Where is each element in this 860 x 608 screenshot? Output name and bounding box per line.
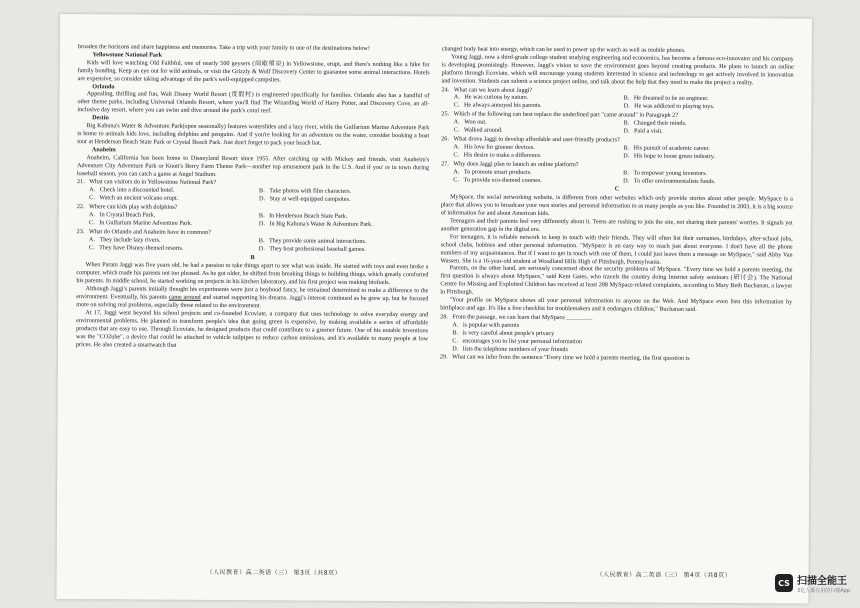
paragraph: changed body heat into energy, which can be used to power up the watch as well as mobile phones.	[441, 46, 686, 54]
destination-heading: Anaheim	[91, 146, 116, 154]
question-options	[440, 322, 792, 356]
option-a: A．His love for greener devices.	[453, 144, 535, 151]
underlined-phrase: came around	[168, 294, 201, 301]
paragraph	[76, 286, 428, 312]
question-stem: 27．Why does Jaggi plan to launch an online platform?	[441, 161, 579, 168]
option-b: B．They provide some animal interactions.	[258, 237, 367, 245]
text-run: Although Jaggi's parents initially thought his experiments were just a boyhood fancy, he remained determined to make a difference to the environment. Eventually, his parents	[76, 286, 429, 301]
page-footer-left: （人民教育）高二英语（三） 第3页（共8页）	[206, 568, 342, 577]
option-d: D．To offer environmentalists funds.	[623, 177, 716, 185]
question-stem: 29．What can we infer from the sentence "Every time we hold a parents meeting, the first question is	[439, 354, 690, 363]
option-d: D．His hope to boost green industry.	[623, 153, 716, 160]
option-b: B．Take photos with film characters.	[259, 188, 352, 196]
question-stem: 28．From the passage, we can learn that MySpace ________.	[440, 314, 593, 322]
section-label-c: C	[614, 186, 620, 193]
paragraph: For teenagers, it is reliable network to keep in touch with their friends. They will often list their surnames, birthdays, after-school jobs, school clubs, hobbies and other personal information. "MySpace is an easy way to reach just about everyone. I don't have all the phone numbers of my acquaintances. But if I want to get in touch with one of them, I could just leave them a message on MySpace," said Abby Van Wassen. She is a 16-year-old student at Woodland Hills High of Pittsburgh, Pennsylvania.	[440, 234, 793, 266]
destination-heading: Destin	[92, 115, 109, 122]
option-c: C．He always annoyed his parents.	[453, 102, 542, 110]
option-d: D．Paid a visit.	[623, 128, 663, 135]
paragraph: Young Jaggi, now a third-grade college student studying engineering and economics, has become a famous eco-innovator and his company is developing promisingly. However, Jaggi's vision to save the environment goes beyond creating products. He plans to launch an online platform through Ecoviate, which will encourage young students interested in science and technology to get actively involved in innovation and invention. Students can submit a science project online, and talk about the help that they need to make the project a reality.	[441, 54, 794, 86]
camscanner-logo-icon: CS	[775, 574, 793, 592]
paragraph: Appealing, thrilling and fun, Walt Disney World Resort (度假村) is engineered specifically for families. Orlando also has a handful of other theme parks, including Universal Orlando Resort, where you'll find The Wizarding World of Harry Potter, and Discovery Cove, an all-inclusive day resort, where you can swim and dive around the park's coral reef.	[77, 91, 430, 115]
option-d: D．They host professional baseball games.	[258, 245, 366, 253]
watermark-name: 扫描全能王	[797, 576, 848, 587]
option-d: D．Stay at well-equipped campsites.	[258, 196, 351, 203]
question-stem: 24．What can we learn about Jaggi?	[441, 86, 533, 94]
watermark-subtitle: 3亿人都在用的扫描App	[797, 588, 850, 594]
paragraph: Teenagers and their parents feel very differently about it. Teens are rushing to join the site, not sharing their parents' worries. It signals yet another generation gap in the digital era.	[440, 218, 793, 233]
question-stem: 22．Where can kids play with dolphins?	[76, 204, 178, 211]
paragraph: MySpace, the social networking website, is different from other websites which only provide stories about other people. MySpace is a place that allows you to broadcast your own stories and personal information to as many people as you like. Founded in 2003, it is a big source of information for and about American kids.	[440, 194, 793, 218]
destination-heading: Yellowstone National Park	[92, 52, 163, 59]
option-d: D．He was addicted to playing toys.	[623, 103, 715, 111]
question-stem: 26．What drove Jaggi to develop affordable and user-friendly products?	[441, 136, 620, 144]
option-c: C．They have Disney-themed resorts.	[88, 244, 184, 252]
question-stem: 25．Which of the following can best replace the underlined part "came around" in Paragraph 2?	[441, 111, 678, 120]
option-b: B．He dreamed to be an engineer.	[623, 95, 709, 103]
option-c: C．Walked around.	[453, 127, 503, 134]
left-column	[75, 44, 430, 566]
option-a: A．is popular with parents	[452, 322, 520, 329]
option-c: C．encourages you to list your personal information	[452, 338, 582, 345]
question-stem: 21．What can visitors do in Yellowstone National Park?	[76, 179, 217, 187]
option-c: C．In Gulfarium Marine Adventure Park.	[89, 220, 193, 227]
text-run: and started supporting his dreams. Jaggi's interest continued as he grew up, but he focused more on solving real problems, especially those related to the environment.	[76, 294, 429, 310]
option-b: B．In Henderson Beach State Park.	[258, 213, 348, 220]
question-options	[441, 144, 793, 162]
right-column	[439, 46, 794, 568]
option-c: C．Watch an ancient volcano erupt.	[89, 195, 179, 202]
option-a: A．Won out.	[453, 119, 487, 126]
option-a: A．To promote smart products.	[453, 168, 532, 176]
paragraph	[76, 310, 428, 352]
question-options	[77, 187, 429, 205]
option-b: B．Changed their minds.	[623, 120, 687, 127]
question-options	[441, 169, 793, 187]
text-run: When Param Jaggi was five years old, he had a passion to take things apart to see what was inside. He started with toys and even broke a computer, which made his parents not too pleased. As he got older, he shifted from breaking things to building things, which greatly comforted his parents. In middle school, he started working on projects in his kitchen laboratory, and his first project was making biofuels.	[76, 262, 429, 287]
question-options	[77, 212, 429, 230]
question-options	[77, 237, 429, 255]
question-stem: 23．What do Orlando and Anaheim have in common?	[76, 228, 211, 236]
camscanner-watermark	[775, 572, 850, 594]
option-b: B．To empower young inventors.	[623, 170, 708, 177]
paragraph: Parents, on the other hand, are seriously concerned about the security problems of MySpace. "Every time we hold a parents meeting, the first question is always about MySpace," said Kent Gates, who travels the country doing Internet safety seminars (研讨会). The National Centre for Missing and Exploited Children has received at least 288 MySpace-related complaints, according to Mary Beth Buchanan, a lawyer in Pittsburgh.	[440, 265, 793, 296]
paragraph: broaden the horizons and share happiness and memories. Take a trip with your family to one of the destinations below!	[77, 44, 370, 52]
section-label-b: B	[250, 254, 255, 261]
destination-heading: Orlando	[92, 83, 115, 90]
paragraph	[76, 263, 428, 289]
option-a: A．In Crystal Beach Park.	[89, 212, 156, 219]
option-b: B．His pursuit of academic career.	[623, 145, 710, 152]
option-a: A．He was curious by nature.	[453, 94, 529, 102]
option-c: C．To provide eco-themed courses.	[453, 176, 542, 184]
text-run: At 17, Jaggi went beyond his school projects and co-founded Ecoviate, a company that uses technology to solve everyday energy and environmental problems. He planned to transform people's idea that going green is expensive, by making available a series of affordable products that are easy to use. Through Ecoviate, he designed products that could contribute to a greener future. One of his notable inventions was the "CO2ube", a device that could be attached to vehicle tailpipes to reduce carbon emissions, and it's available to many people at low prices. He also created a smartwatch that	[75, 310, 429, 349]
paragraph: Kids will love watching Old Faithful, one of nearly 500 geysers (间歇喷泉) in Yellowstone, erupt, and there's nothing like a hike for family bonding. Keep an eye out for wild animals, or visit the Grizzly & Wolf Discovery Center to guarantee some animal interactions. Hotels are expensive, so consider taking advantage of the park's well-equipped campsites.	[77, 59, 430, 83]
option-a: A．They include lazy rivers.	[88, 236, 161, 244]
paragraph: Anaheim, California has been home to Disneyland Resort since 1955. After catching up with Mickey and friends, visit Anaheim's Adventure City Adventure Park or Knott's Berry Farm Theme Park—another top amusement park in the U.S. And if you' re in town during baseball season, you can catch a game at Angel Stadium.	[77, 154, 430, 178]
paragraph: "Your profile on MySpace shows all your personal information to anyone on the Web. And MySpace even lists this information by birthplace and age. It's like a free checklist for troublemakers and it endangers children," Buchanan said.	[440, 297, 793, 313]
option-b: B．is very careful about people's privacy	[452, 330, 555, 337]
option-d: D．lists the telephone numbers of your friends	[452, 345, 568, 353]
page-footer-right: （人民教育）高二英语（三） 第4页（共8页）	[596, 571, 732, 580]
paragraph: Big Kahuna's Water & Adventure Park(open seasonally) features waterslides and a lazy river, while the Gulfarium Marine Adventure Park is home to animals kids love, including dolphins and penguins. And if you're looking for an adventure on the water, consider booking a boat tour at Henderson Beach State Park or Crystal Beach Park. Just don't forget to pack your beach bat.	[77, 123, 430, 147]
question-options	[441, 119, 793, 137]
option-a: A．Check into a discounted hotel.	[89, 187, 175, 195]
scanned-exam-sheet	[56, 14, 812, 604]
question-options	[441, 95, 793, 113]
option-d: D．In Big Kahuna's Water & Adventure Park.	[258, 221, 373, 228]
option-c: C．His desire to make a difference.	[453, 152, 542, 159]
